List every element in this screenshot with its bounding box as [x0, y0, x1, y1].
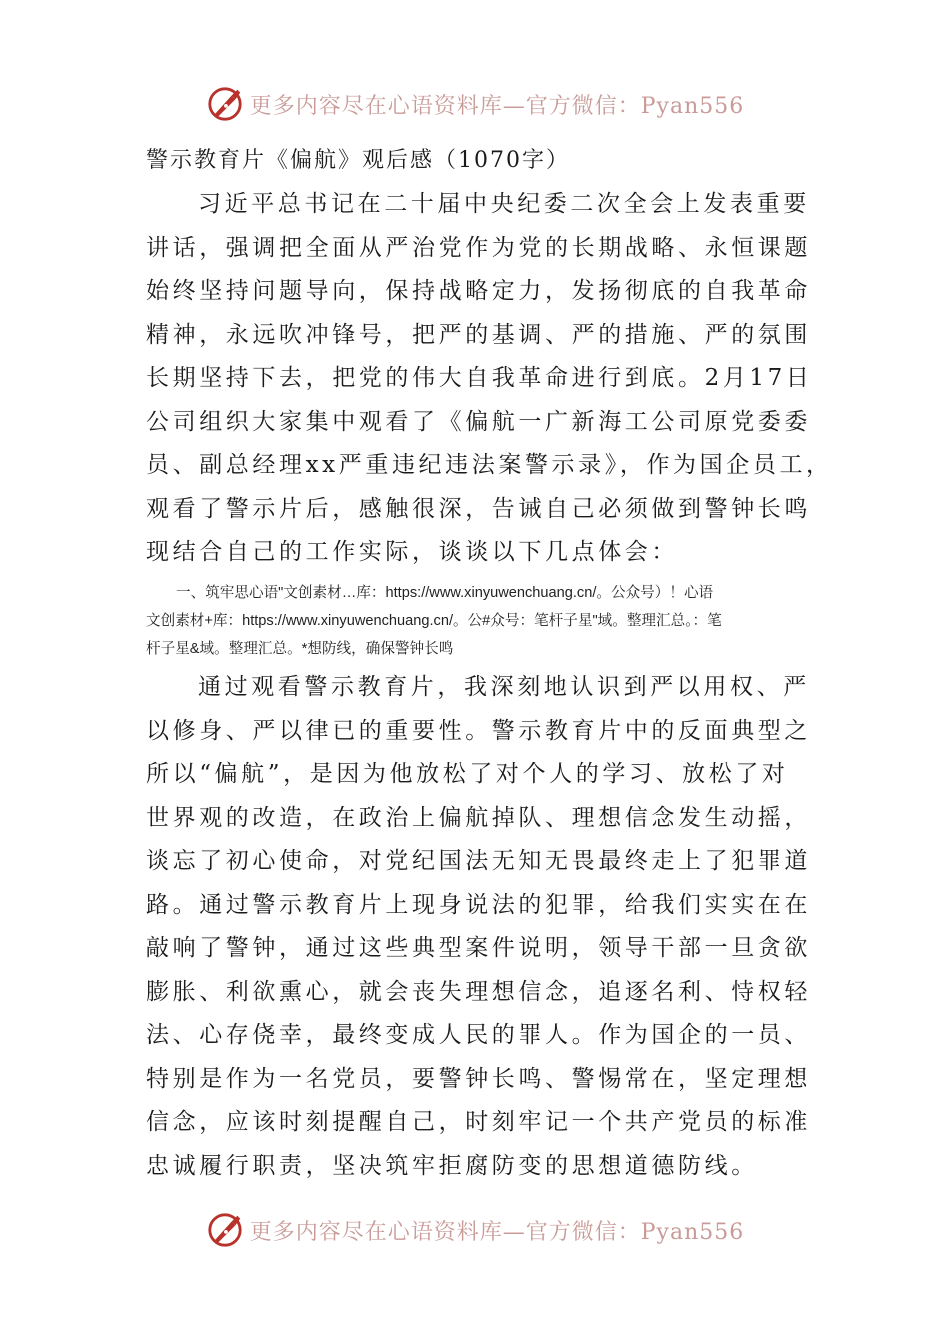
text-line: 员、副总经理xx严重违纪违法案警示录》，作为国企员工，	[146, 452, 833, 478]
footer-banner-text: 更多内容尽在心语资料库—官方微信：Pyan556	[249, 1219, 745, 1245]
text-line: 始终坚持问题导向，保持战略定力，发扬彻底的自我革命	[146, 278, 811, 304]
text-line: 膨胀、利欲熏心，就会丧失理想信念，追逐名利、恃权轻	[146, 978, 811, 1005]
pen-nib-icon	[206, 1211, 244, 1249]
text-line: 现结合自己的工作实际，谈谈以下几点体会：	[146, 539, 678, 565]
text-line: 谈忘了初心使命，对党纪国法无知无畏最终走上了犯罪道	[146, 848, 811, 874]
text-line: 精神，永远吹冲锋号，把严的基调、严的措施、严的氛围	[146, 321, 811, 348]
text-line: 长期坚持下去，把党的伟大自我革命进行到底。2月17日	[146, 365, 813, 391]
footer-banner	[0, 1210, 950, 1250]
text-line: 特别是作为一名党员，要警钟长鸣、警惕常在，坚定理想	[146, 1065, 811, 1092]
text-line: 以修身、严以律已的重要性。警示教育片中的反面典型之	[146, 717, 811, 744]
document-title: 警示教育片《偏航》观后感（1070字）	[146, 148, 570, 173]
subheading-line: 文创素材+库：https://www.xinyuwenchuang.cn/。公#众号：笔杆子星"域。整理汇总。：笔	[146, 613, 722, 629]
text-line: 法、心存侥幸，最终变成人民的罪人。作为国企的一员、	[146, 1022, 811, 1048]
header-banner-text: 更多内容尽在心语资料库—官方微信：Pyan556	[249, 93, 745, 119]
text-line: 公司组织大家集中观看了《偏航一广新海工公司原党委委	[146, 408, 811, 435]
text-line: 讲话，强调把全面从严治党作为党的长期战略、永恒课题	[146, 234, 811, 261]
text-line: 敲响了警钟，通过这些典型案件说明，领导干部一旦贪欲	[146, 935, 811, 961]
pen-nib-icon	[206, 85, 244, 123]
text-line: 通过观看警示教育片，我深刻地认识到严以用权、严	[198, 674, 810, 700]
section-subheading	[146, 579, 816, 663]
text-line: 所以“偏航”，是因为他放松了对个人的学习、放松了对	[146, 761, 789, 787]
text-line: 世界观的改造，在政治上偏航掉队、理想信念发生动摇，	[146, 804, 811, 831]
text-line: 忠诚履行职责，坚决筑牢拒腐防变的思想道德防线。	[146, 1152, 758, 1179]
paragraph-body	[146, 666, 811, 1188]
text-line: 路。通过警示教育片上现身说法的犯罪，给我们实实在在	[146, 891, 811, 918]
header-banner	[0, 84, 950, 124]
subheading-line: 一、筑牢思心语"文创素材…库：https://www.xinyuwenchuang.cn/。公众号）！心语	[176, 585, 714, 601]
paragraph-intro	[146, 183, 833, 575]
text-line: 观看了警示片后，感触很深，告诫自己必须做到警钟长鸣	[146, 495, 811, 522]
text-line: 习近平总书记在二十届中央纪委二次全会上发表重要	[198, 191, 810, 217]
subheading-line: 杆子星&域。整理汇总。*想防线，确保警钟长鸣	[146, 641, 454, 657]
text-line: 信念，应该时刻提醒自己，时刻牢记一个共产党员的标准	[146, 1109, 811, 1135]
